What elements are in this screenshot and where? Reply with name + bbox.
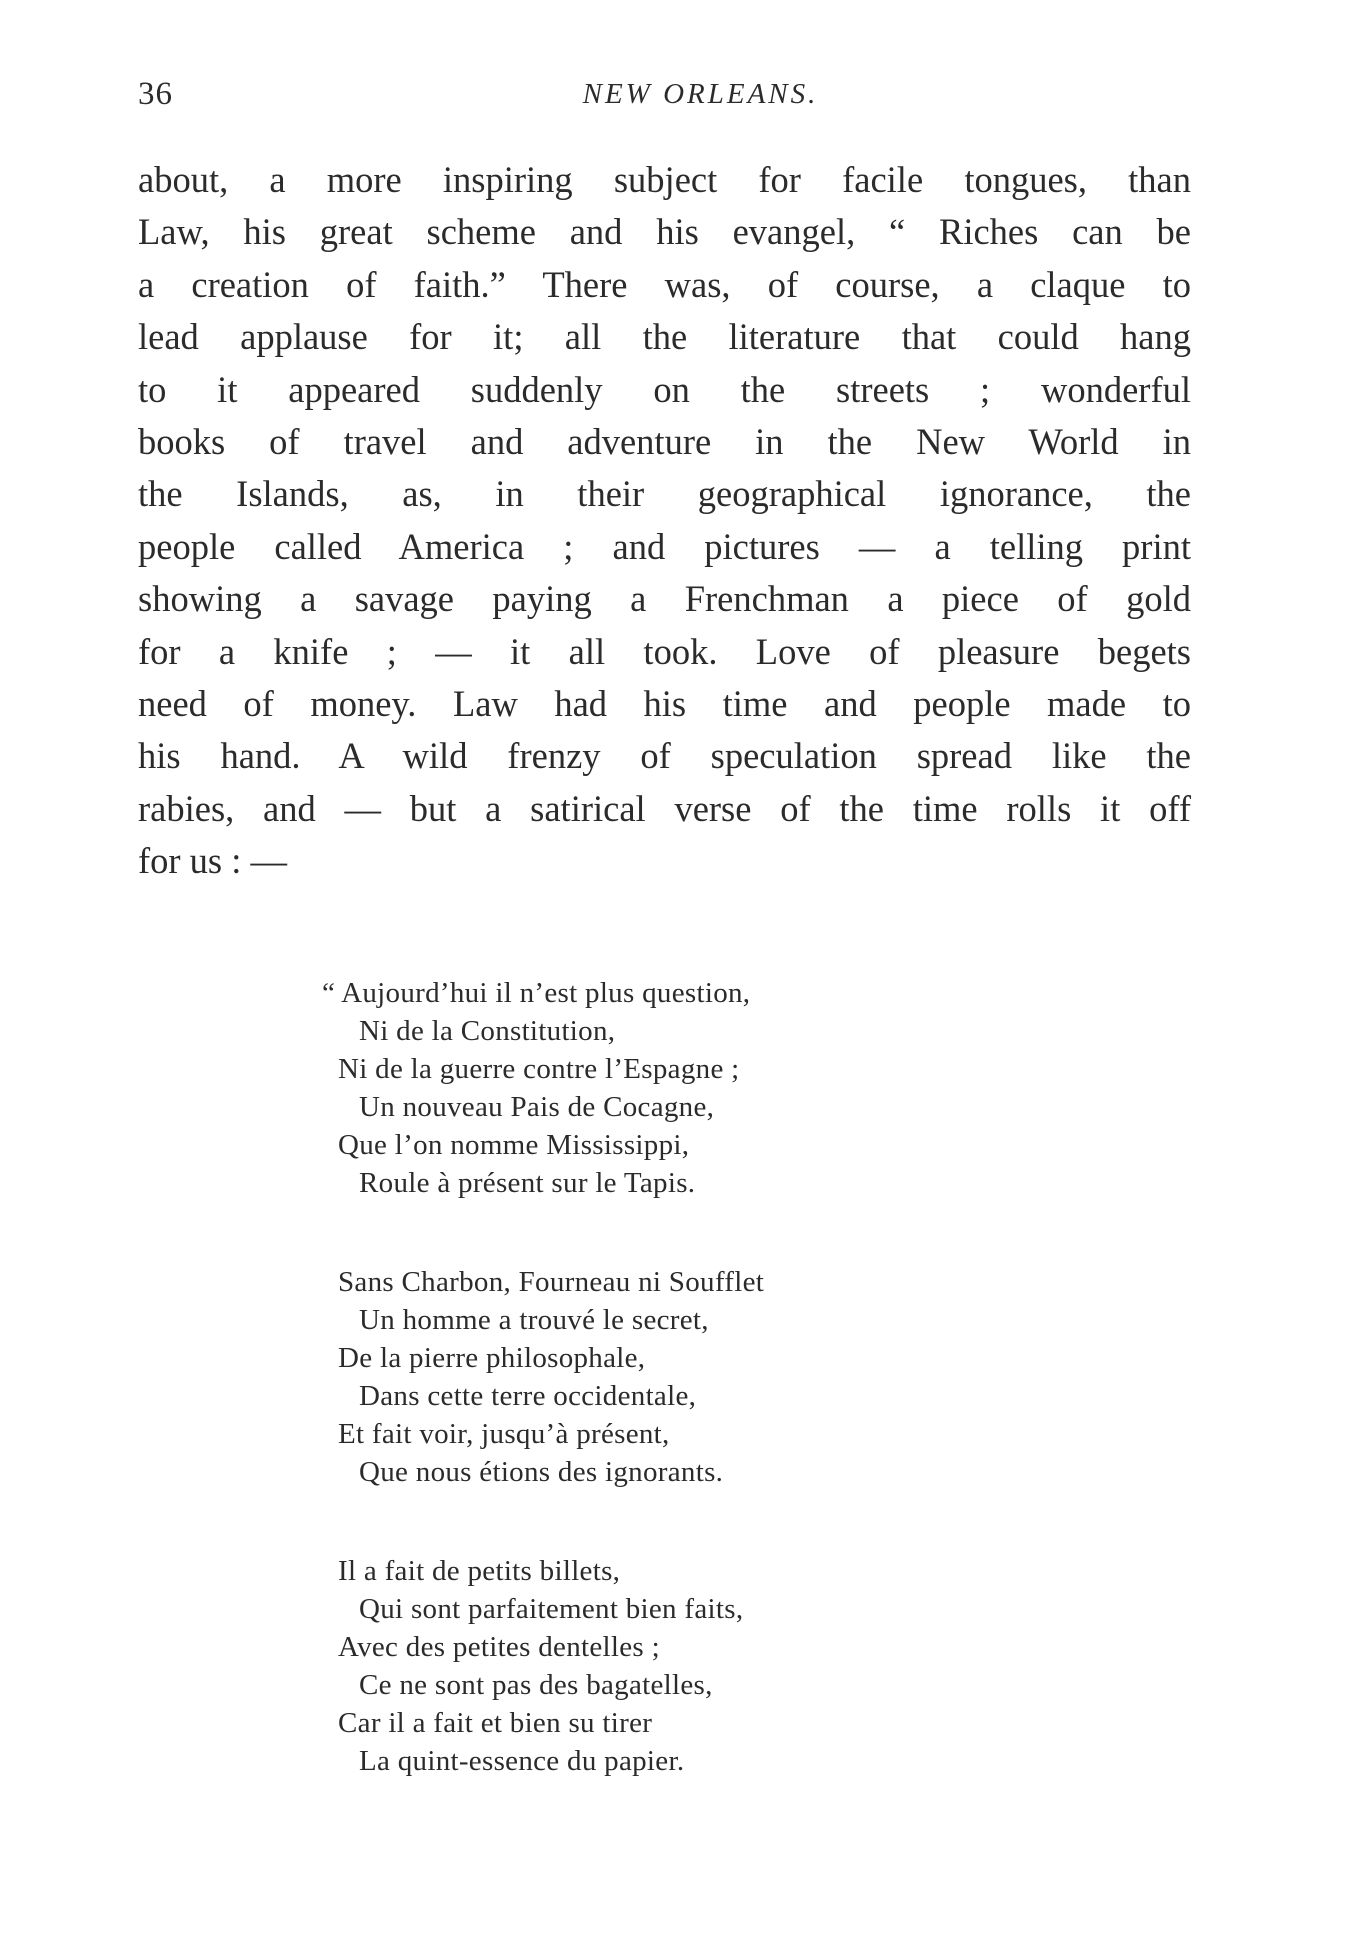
poem-line: Ce ne sont pas des bagatelles, — [359, 1669, 713, 1701]
poem-line: Que l’on nomme Mississippi, — [338, 1129, 690, 1161]
prose-line: people called America ; and pictures — a telling print — [138, 525, 1191, 567]
french-poem — [322, 974, 942, 1841]
prose-line: lead applause for it; all the literature that could hang — [138, 316, 1191, 358]
prose-line: to it appeared suddenly on the streets ; wonderful — [138, 368, 1191, 410]
prose-line: the Islands, as, in their geographical ignorance, the — [138, 473, 1191, 515]
prose-paragraph — [138, 154, 1191, 887]
poem-line: “ Aujourd’hui il n’est plus question, — [322, 977, 751, 1009]
prose-line: for a knife ; — it all took. Love of pleasure begets — [138, 630, 1191, 672]
poem-line: Il a fait de petits billets, — [338, 1555, 621, 1587]
poem-line: Un homme a trouvé le secret, — [359, 1304, 709, 1336]
prose-line: for us : — — [138, 840, 288, 882]
poem-stanza — [322, 1263, 942, 1491]
running-head — [138, 76, 1191, 120]
prose-line: books of travel and adventure in the New World in — [138, 420, 1191, 462]
poem-line: Ni de la guerre contre l’Espagne ; — [338, 1053, 740, 1085]
poem-line: Qui sont parfaitement bien faits, — [359, 1593, 744, 1625]
running-title: NEW ORLEANS. — [582, 78, 819, 110]
poem-line: Que nous étions des ignorants. — [359, 1456, 724, 1488]
prose-line: a creation of faith.” There was, of course, a claque to — [138, 263, 1191, 305]
prose-line: about, a more inspiring subject for facile tongues, than — [138, 159, 1191, 200]
prose-line: showing a savage paying a Frenchman a piece of gold — [138, 578, 1191, 620]
prose-line: Law, his great scheme and his evangel, “ Riches can be — [138, 211, 1191, 253]
prose-line: his hand. A wild frenzy of speculation spread like the — [138, 735, 1191, 777]
poem-stanza — [322, 1552, 942, 1780]
prose-line: need of money. Law had his time and people made to — [138, 682, 1191, 724]
poem-stanza — [322, 974, 942, 1202]
poem-line: Sans Charbon, Fourneau ni Soufflet — [338, 1266, 765, 1298]
prose-line: rabies, and — but a satirical verse of the time rolls it off — [138, 787, 1191, 829]
poem-line: Car il a fait et bien su tirer — [338, 1707, 653, 1739]
poem-line: De la pierre philosophale, — [338, 1342, 646, 1374]
poem-line: Dans cette terre occidentale, — [359, 1380, 697, 1412]
poem-line: Avec des petites dentelles ; — [338, 1631, 660, 1663]
poem-line: Et fait voir, jusqu’à présent, — [338, 1418, 670, 1450]
poem-line: Ni de la Constitution, — [359, 1015, 616, 1047]
page-number: 36 — [138, 76, 173, 112]
poem-line: Roule à présent sur le Tapis. — [359, 1167, 696, 1199]
poem-line: La quint-essence du papier. — [359, 1745, 685, 1777]
poem-line: Un nouveau Pais de Cocagne, — [359, 1091, 715, 1123]
